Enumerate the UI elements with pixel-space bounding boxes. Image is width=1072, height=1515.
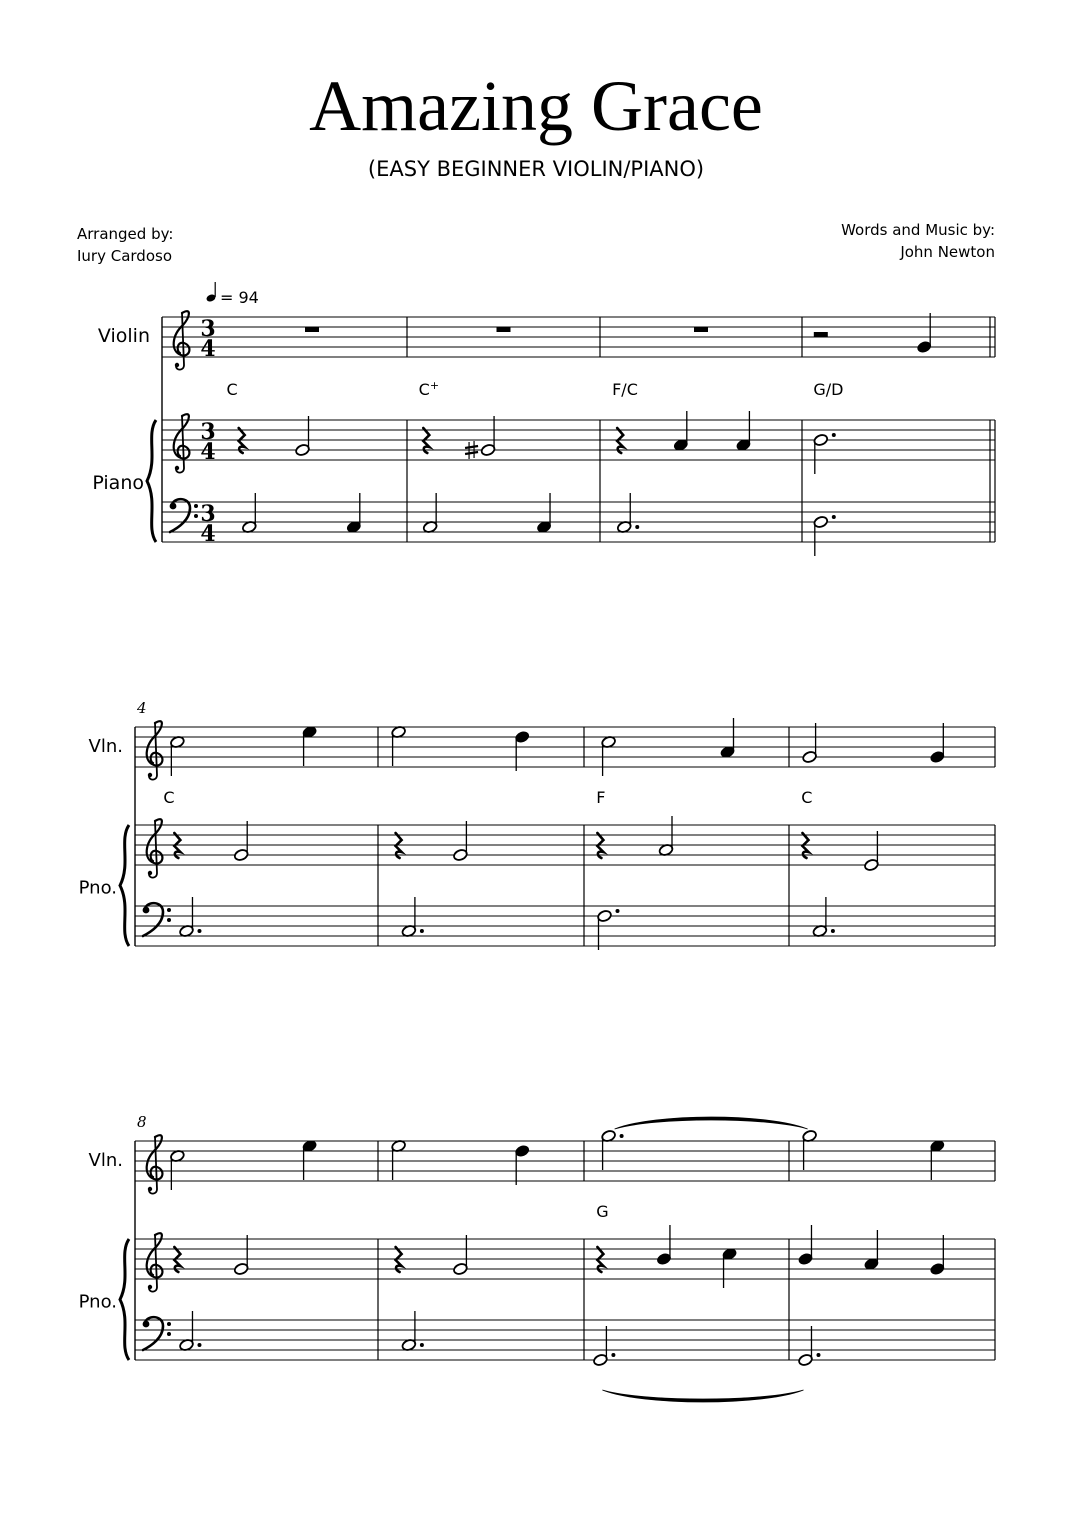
piano-brace [147, 420, 156, 542]
tie [615, 1117, 808, 1129]
staff-lines [135, 317, 995, 1360]
chord-symbol: C [801, 788, 813, 807]
chord-symbol: G [596, 1202, 609, 1221]
piano-label: Piano [92, 472, 144, 494]
time-signature-bottom: 4 [200, 439, 216, 465]
sharp-stroke [465, 446, 478, 448]
tempo-marking: = 94 [220, 288, 259, 307]
page-subtitle: (EASY BEGINNER VIOLIN/PIANO) [367, 157, 705, 181]
piano-brace [120, 1239, 129, 1360]
chord-symbol: C [226, 380, 238, 399]
augmentation-dot [816, 1353, 820, 1357]
time-signature-top: 3 [200, 501, 216, 527]
whole-rest [305, 327, 319, 332]
time-signature-bottom: 4 [200, 336, 216, 362]
whole-rest [694, 327, 708, 332]
treble-clef-icon [147, 819, 163, 877]
composer-label: Words and Music by: [841, 221, 995, 239]
half-rest [814, 332, 828, 337]
treble-clef-icon [147, 1135, 163, 1193]
augmentation-dot [831, 929, 835, 933]
chord-symbol: C+ [418, 379, 440, 399]
augmentation-dot [616, 909, 620, 913]
piano-label: Pno. [78, 1291, 117, 1313]
time-signature-top: 3 [200, 419, 216, 445]
violin-label: Violin [97, 325, 150, 347]
page-title: Amazing Grace [309, 66, 763, 146]
treble-clef-icon [174, 414, 190, 472]
augmentation-dot [420, 929, 424, 933]
chord-symbol: F/C [612, 380, 638, 399]
bass-clef-icon [143, 1317, 171, 1350]
bass-clef-icon [143, 903, 171, 936]
piano-brace [120, 825, 129, 946]
chord-symbol: F [596, 788, 606, 807]
sharp-stroke [465, 452, 478, 454]
augmentation-dot [620, 1134, 624, 1138]
arranger-name: Iury Cardoso [77, 247, 173, 265]
measure-number: 4 [137, 699, 147, 717]
time-signature-bottom: 4 [200, 521, 216, 547]
whole-rest [497, 327, 511, 332]
violin-label: Vln. [88, 1150, 123, 1171]
chord-symbol: C [163, 788, 175, 807]
arranger-label: Arranged by: [77, 225, 174, 243]
score-text-layer [79, 288, 844, 1313]
augmentation-dot [197, 1343, 201, 1347]
augmentation-dot [832, 515, 836, 519]
time-signature-top: 3 [200, 316, 216, 342]
tie [602, 1390, 803, 1402]
augmentation-dot [611, 1353, 615, 1357]
violin-label: Vln. [88, 736, 123, 757]
treble-clef-icon [147, 721, 163, 779]
treble-clef-icon [147, 1233, 163, 1291]
augmentation-dot [197, 929, 201, 933]
chord-symbol: G/D [813, 380, 844, 399]
piano-label: Pno. [78, 877, 117, 899]
augmentation-dot [635, 525, 639, 529]
treble-clef-icon [174, 311, 190, 369]
measure-number: 8 [137, 1113, 147, 1131]
augmentation-dot [832, 433, 836, 437]
composer-name: John Newton [900, 243, 995, 261]
augmentation-dot [420, 1343, 424, 1347]
bass-clef-icon [170, 499, 198, 532]
